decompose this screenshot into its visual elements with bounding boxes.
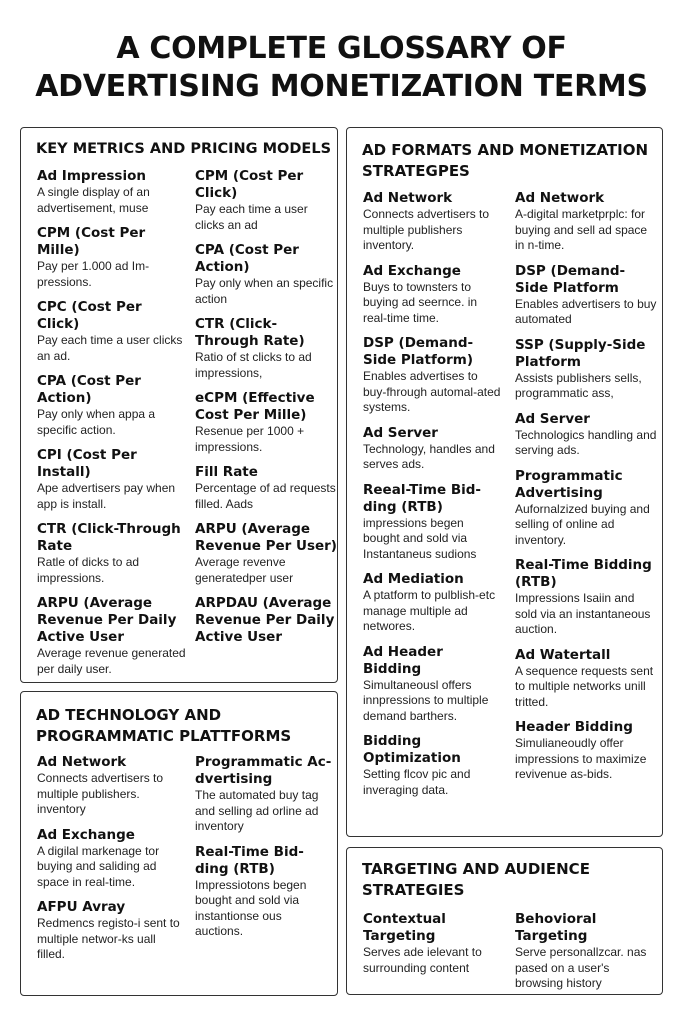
- term-description: Impressions Isaiin and sold via an instantaneous auction.: [515, 591, 651, 636]
- term-description: The automated buy tag and selling ad orline ad inventory: [195, 788, 319, 833]
- term-name: Real-Time Bidding (RTB): [515, 557, 652, 590]
- targeting-col-1: [363, 911, 511, 985]
- term-name: CTR (Click-Through Rate: [37, 521, 181, 554]
- ad-formats-panel: [346, 127, 663, 837]
- term-description: Ratle of dicks to ad impressions.: [37, 555, 140, 585]
- glossary-term: [363, 911, 511, 976]
- term-name: Header Bidding: [515, 719, 633, 735]
- glossary-term: [37, 521, 187, 586]
- term-name: DSP (Demand-Side Platform): [363, 335, 474, 368]
- glossary-term: [195, 754, 333, 835]
- term-name: Real-Time Bid-ding (RTB): [195, 843, 304, 877]
- term-name: Programmatic Ac-dvertising: [195, 754, 332, 787]
- glossary-term: [37, 827, 187, 891]
- term-description: Enables advertisers to buy automated: [515, 296, 657, 326]
- panel-heading: AD TECHNOLOGY AND PROGRAMMATIC PLATTFORMS: [36, 706, 292, 745]
- page-title: [0, 30, 683, 106]
- term-description: Connects advertisers to multiple publishers inventory.: [363, 207, 490, 252]
- term-name: Ad Mediation: [363, 571, 464, 587]
- title-line-1: A COMPLETE GLOSSARY OF: [116, 31, 567, 66]
- term-name: ARPU (Average Revenue Per User): [195, 521, 337, 554]
- glossary-term: [37, 754, 187, 818]
- metrics-col-2: [195, 168, 337, 655]
- term-name: CPM (Cost Per Mille): [37, 225, 146, 258]
- glossary-term: [37, 299, 187, 364]
- term-name: CPI (Cost Per Install): [37, 447, 137, 480]
- term-name: Contextual Targeting: [363, 911, 446, 944]
- term-description: Simulianeoudly offer impressions to maximize revivenue as-bids.: [515, 736, 647, 781]
- term-description: Ratio of st clicks to ad impressions,: [195, 350, 312, 380]
- term-name: CPA (Cost Per Action): [195, 242, 299, 275]
- glossary-term: [515, 557, 657, 638]
- term-name: eCPM (Effective Cost Per Mille): [195, 390, 315, 423]
- term-description: Redmencs registo-i sent to multiple networ-ks uall filled.: [37, 916, 180, 961]
- term-name: CTR (Click-Through Rate): [195, 316, 305, 349]
- term-name: Ad Header Bidding: [363, 643, 443, 677]
- glossary-term: [195, 168, 337, 233]
- glossary-term: [195, 390, 337, 455]
- glossary-term: [515, 190, 657, 254]
- glossary-term: [363, 644, 503, 725]
- glossary-term: [195, 242, 337, 307]
- glossary-term: [37, 595, 187, 677]
- term-name: SSP (Supply-Side Platform: [515, 336, 646, 370]
- term-description: Connects advertisers to multiple publishers. inventory: [37, 771, 164, 816]
- term-description: A ptatform to pulblish-etc manage multiple ad networes.: [363, 588, 496, 633]
- glossary-term: [363, 482, 503, 563]
- glossary-term: [363, 425, 503, 473]
- term-name: ARPU (Average Revenue Per Daily Active User: [37, 595, 177, 645]
- ad-technology-panel: [20, 691, 338, 996]
- term-description: Pay each time a user clicks an ad.: [37, 333, 183, 363]
- term-description: A-digital marketprplc: for buying and sell ad space in n-time.: [515, 207, 648, 252]
- glossary-term: [37, 225, 187, 290]
- term-description: A sequence requests sent to multiple networks unill tritted.: [515, 663, 654, 709]
- glossary-term: [515, 468, 657, 549]
- term-description: A digilal markenage tor buying and saliding ad space in real-time.: [37, 843, 160, 889]
- term-name: Behovioral Targeting: [515, 911, 597, 944]
- glossary-term: [363, 733, 503, 798]
- term-description: Technology, handles and serves ads.: [363, 441, 495, 471]
- glossary-term: [363, 190, 503, 254]
- term-name: DSP (Demand-Side Platform: [515, 262, 626, 296]
- glossary-term: [515, 719, 657, 783]
- term-name: Ad Exchange: [37, 826, 135, 843]
- term-description: Technologics handling and serving ads.: [515, 427, 657, 457]
- panel-heading: KEY METRICS AND PRICING MODELS: [36, 141, 332, 157]
- term-name: Ad Server: [363, 424, 438, 441]
- term-name: Ad Server: [515, 410, 590, 427]
- formats-col-1: [363, 190, 503, 807]
- glossary-term: [363, 263, 503, 327]
- glossary-term: [363, 335, 503, 416]
- term-description: Simultaneousl offers innpressions to multiple demand barthers.: [363, 677, 489, 723]
- term-description: Enables advertises to buy-fhrough automal-ated systems.: [363, 369, 501, 414]
- term-name: Bidding Optimization: [363, 733, 461, 766]
- term-name: CPM (Cost Per Click): [195, 168, 304, 201]
- term-name: Fill Rate: [195, 464, 258, 480]
- targeting-panel: [346, 847, 663, 995]
- term-description: Impressiotons begen bought and sold via instantionse ous auctions.: [195, 877, 307, 938]
- glossary-term: [37, 373, 187, 438]
- term-description: Serves ade ielevant to surrounding content: [363, 945, 482, 975]
- term-description: Pay only when appa a specific action.: [37, 407, 156, 437]
- glossary-term: [195, 316, 337, 381]
- glossary-term: [515, 647, 657, 711]
- glossary-term: [195, 595, 337, 646]
- glossary-term: [37, 447, 187, 512]
- term-name: Ad Network: [37, 754, 127, 770]
- term-name: CPA (Cost Per Action): [37, 373, 141, 406]
- targeting-col-2: [515, 911, 660, 1001]
- tech-col-1: [37, 754, 187, 972]
- term-description: A single display of an advertisement, muse: [37, 185, 150, 215]
- glossary-term: [195, 844, 333, 940]
- term-description: Pay per 1.000 ad Im-pressions.: [37, 259, 150, 289]
- term-description: impressions begen bought and sold via Instantaneus sudions: [363, 515, 477, 561]
- glossary-term: [195, 464, 337, 512]
- glossary-term: [515, 263, 657, 328]
- term-description: Buys to townsters to buying ad seernce. in real-time time.: [363, 279, 478, 325]
- term-name: ARPDAU (Average Revenue Per Daily Active User: [195, 595, 335, 645]
- metrics-col-1: [37, 168, 187, 686]
- glossary-term: [37, 899, 187, 963]
- term-description: Assists publishers sells, programmatic ass,: [515, 370, 642, 400]
- term-name: AFPU Avray: [37, 899, 126, 915]
- formats-col-2: [515, 190, 657, 792]
- term-description: Resenue per 1000 + impressions.: [195, 424, 305, 454]
- term-description: Serve personallzcar. nas pased on a user's browsing history: [515, 945, 647, 990]
- glossary-term: [515, 337, 657, 402]
- glossary-term: [195, 521, 337, 586]
- glossary-term: [37, 168, 187, 216]
- panel-heading: AD FORMATS AND MONETIZATION STRATEGPES: [362, 141, 649, 180]
- title-line-2: ADVERTISING MONETIZATION TERMS: [35, 69, 648, 104]
- term-name: Ad Network: [515, 190, 605, 206]
- glossary-term: [515, 911, 660, 992]
- term-name: Reeal-Time Bid-ding (RTB): [363, 481, 482, 515]
- term-description: Average revenue generated per daily user.: [37, 646, 186, 676]
- term-name: Ad Exchange: [363, 262, 461, 279]
- glossary-term: [363, 571, 503, 635]
- term-description: Pay each time a user clicks an ad: [195, 202, 308, 232]
- term-name: Programmatic Advertising: [515, 467, 623, 501]
- term-description: Setting flcov pic and inveraging data.: [363, 767, 471, 797]
- term-description: Pay only when an specific action: [195, 276, 334, 306]
- term-name: CPC (Cost Per Click): [37, 299, 142, 332]
- term-description: Ape advertisers pay when app is install.: [37, 481, 176, 511]
- term-name: Ad Network: [363, 190, 453, 206]
- tech-col-2: [195, 754, 333, 949]
- term-name: Ad Watertall: [515, 646, 611, 663]
- panel-heading: TARGETING AND AUDIENCE STRATEGIES: [362, 860, 590, 899]
- term-name: Ad Impression: [37, 168, 146, 184]
- term-description: Aufornalzized buying and selling of online ad inventory.: [515, 501, 650, 547]
- key-metrics-panel: [20, 127, 338, 683]
- glossary-term: [515, 411, 657, 459]
- term-description: Percentage of ad requests filled. Aads: [195, 481, 336, 511]
- term-description: Average revenve generatedper user: [195, 555, 294, 585]
